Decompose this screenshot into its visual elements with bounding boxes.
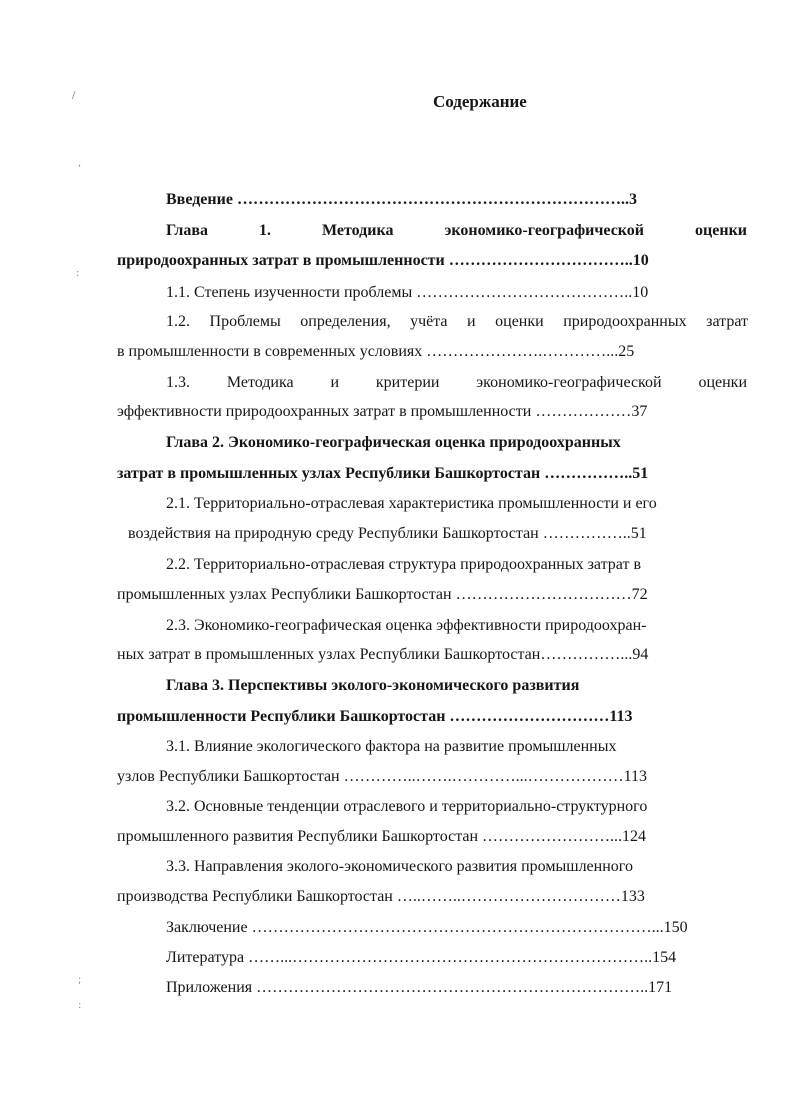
toc-chapter-2-line-2: затрат в промышленных узлах Республики Башкортостан ……………..51 (117, 465, 649, 482)
scan-margin-mark: : (78, 1000, 82, 1011)
toc-section-2-2-line-2: промышленных узлах Республики Башкортостан ……………………………72 (117, 586, 648, 603)
toc-section-2-3-line-2: ных затрат в промышленных узлах Республики Башкортостан……………...94 (117, 646, 649, 663)
toc-section-1-2-line-2: в промышленности в современных условиях ………………….…………...25 (117, 343, 635, 360)
toc-section-1-3-line-1: 1.3. Методика и критерии экономико-географической оценки (166, 374, 747, 391)
toc-chapter-1-line-1: Глава 1. Методика экономико-географической оценки (166, 222, 747, 239)
toc-section-2-1-line-2: воздействия на природную среду Республики Башкортостан ……………..51 (128, 525, 647, 542)
toc-chapter-2-line-1: Глава 2. Экономико-географическая оценка природоохранных (166, 434, 621, 451)
toc-section-1-3-line-2: эффективности природоохранных затрат в промышленности ………………37 (117, 403, 648, 420)
scan-margin-mark: , (78, 158, 82, 169)
toc-section-3-3-line-1: 3.3. Направления эколого-экономического развития промышленного (166, 858, 633, 875)
toc-section-2-2-line-1: 2.2. Территориально-отраслевая структура природоохранных затрат в (166, 556, 641, 573)
toc-conclusion: Заключение …………………………………………………………………...150 (166, 919, 688, 936)
toc-section-3-1-line-1: 3.1. Влияние экологического фактора на развитие промышленных (166, 738, 617, 755)
toc-section-1-2-line-1: 1.2. Проблемы определения, учёта и оценки природоохранных затрат (166, 313, 748, 330)
toc-appendices: Приложения ………………………………………………………………..171 (166, 979, 673, 996)
toc-section-2-1-line-1: 2.1. Территориально-отраслевая характеристика промышленности и его (166, 495, 657, 512)
toc-section-1-1: 1.1. Степень изученности проблемы …………………………………..10 (166, 284, 649, 301)
page-title: Содержание (433, 92, 527, 111)
scan-margin-mark: / (72, 90, 76, 101)
scan-margin-mark: : (76, 268, 80, 279)
toc-section-3-3-line-2: производства Республики Башкортостан …..……..…………………………133 (117, 888, 645, 905)
toc-chapter-1-line-2: природоохранных затрат в промышленности ……………………………..10 (117, 252, 649, 269)
toc-chapter-3-line-2: промышленности Республики Башкортостан …………………………113 (117, 708, 633, 725)
toc-section-2-3-line-1: 2.3. Экономико-географическая оценка эффективности природоохран- (166, 617, 647, 634)
toc-chapter-3-line-1: Глава 3. Перспективы эколого-экономического развития (166, 677, 580, 694)
toc-literature: Литература ……...…………………………………………………………..154 (166, 949, 677, 966)
scan-margin-mark: ; (78, 975, 82, 986)
toc-intro: Введение ………………………………………………………………..3 (166, 191, 637, 208)
toc-section-3-2-line-2: промышленного развития Республики Башкортостан ……………………...124 (117, 828, 647, 845)
toc-section-3-2-line-1: 3.2. Основные тенденции отраслевого и территориально-структурного (166, 798, 648, 815)
toc-section-3-1-line-2: узлов Республики Башкортостан …………..…….…………...………………113 (117, 768, 648, 785)
